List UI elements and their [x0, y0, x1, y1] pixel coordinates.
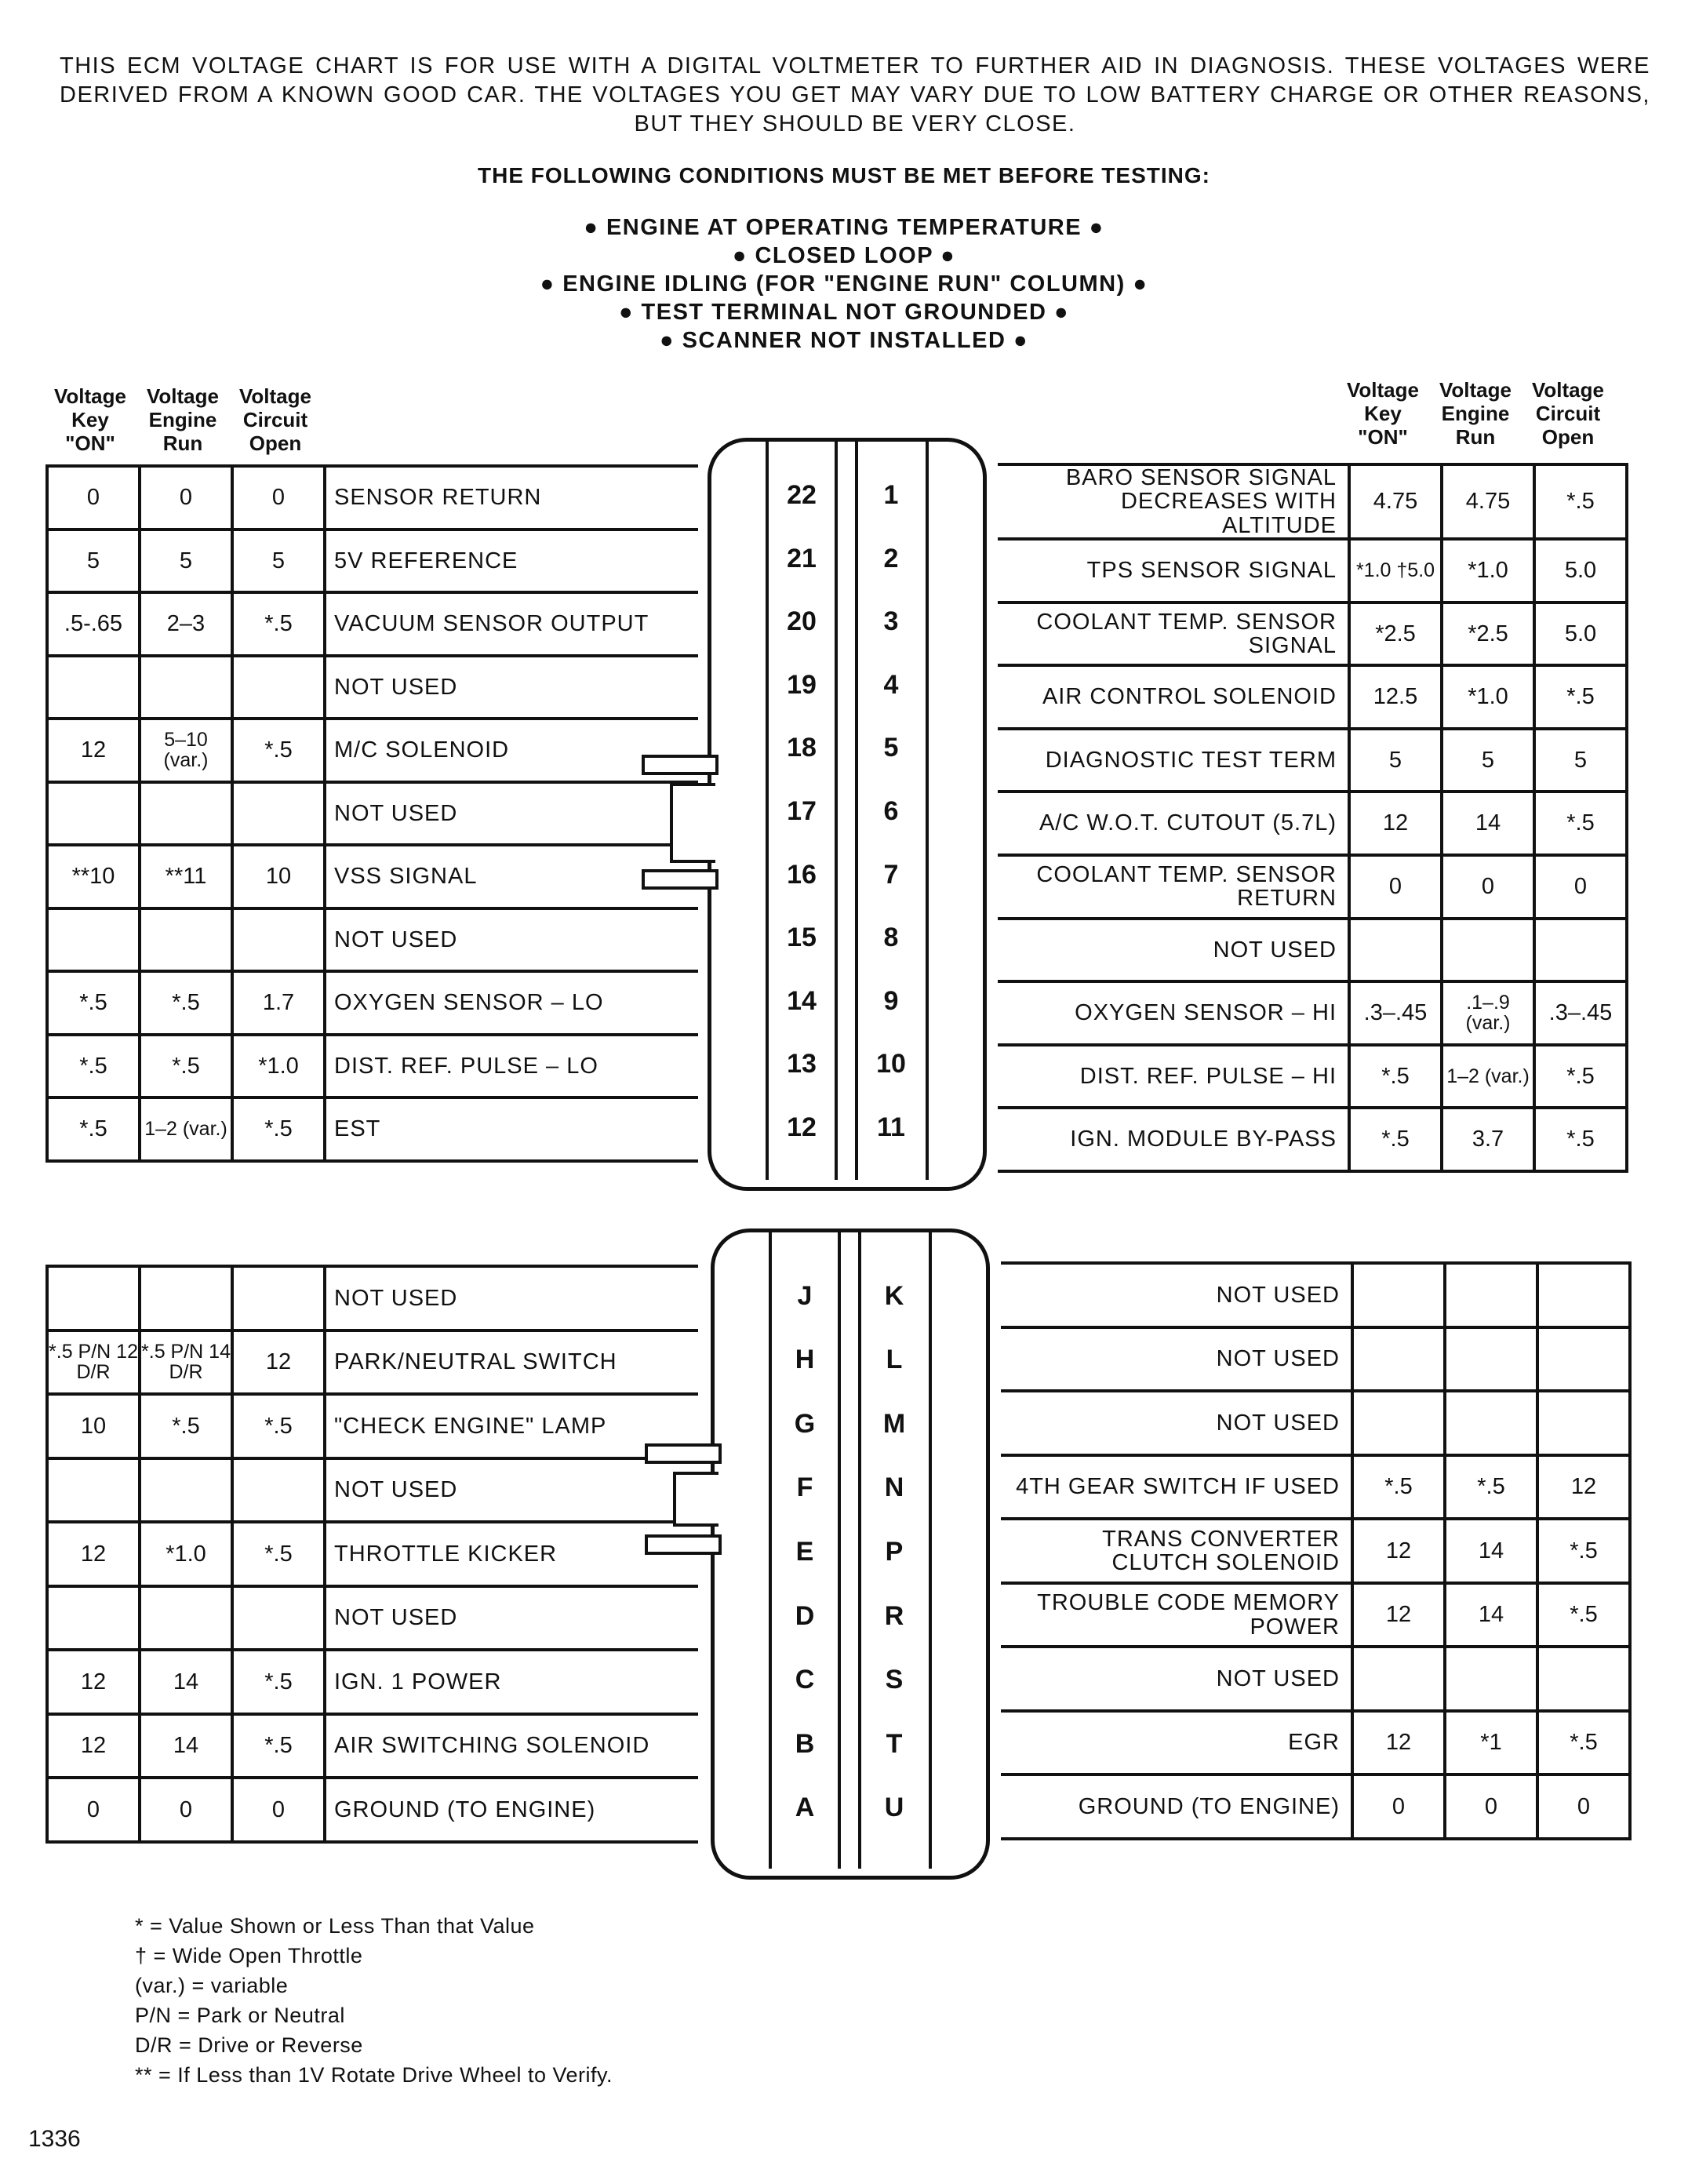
voltage-key-cell: *.5	[1352, 1455, 1445, 1520]
voltage-key-cell	[1352, 1263, 1445, 1327]
circuit-label: DIST. REF. PULSE – LO	[325, 1035, 698, 1098]
voltage-key-cell	[47, 782, 140, 846]
voltage-run-cell: 0	[1442, 855, 1534, 919]
voltage-run-cell: .1–.9 (var.)	[1442, 981, 1534, 1045]
legend-item: D/R = Drive or Reverse	[135, 2033, 363, 2057]
voltage-run-cell	[1445, 1391, 1537, 1455]
voltage-run-cell	[1445, 1647, 1537, 1711]
voltage-open-cell: *.5	[1537, 1519, 1630, 1583]
pin-label: 1	[883, 480, 899, 511]
top-right-voltage-table	[998, 463, 1628, 1173]
pin-label: T	[886, 1728, 903, 1759]
voltage-open-cell	[1537, 1647, 1630, 1711]
table-row	[998, 602, 1627, 666]
circuit-label: DIAGNOSTIC TEST TERM	[998, 729, 1349, 792]
pin-label: 4	[883, 669, 899, 700]
voltage-open-cell: 5.0	[1534, 539, 1627, 602]
voltage-key-cell: **10	[47, 845, 140, 908]
header-key-on: Voltage Key "ON"	[54, 384, 126, 455]
voltage-run-cell: 14	[140, 1714, 232, 1778]
voltage-run-cell: 0	[140, 1778, 232, 1842]
voltage-open-cell: 5	[1534, 729, 1627, 792]
table-row	[47, 908, 698, 972]
table-row	[47, 1394, 698, 1458]
pin-label: 7	[883, 859, 899, 890]
voltage-key-cell	[47, 1586, 140, 1651]
circuit-label: COOLANT TEMP. SENSOR RETURN	[998, 855, 1349, 919]
voltage-run-cell	[1442, 919, 1534, 982]
circuit-label: NOT USED	[325, 1586, 698, 1651]
voltage-open-cell	[232, 1458, 325, 1523]
voltage-open-cell: .3–.45	[1534, 981, 1627, 1045]
table-row	[998, 981, 1627, 1045]
circuit-label: NOT USED	[1001, 1647, 1352, 1711]
circuit-label: NOT USED	[325, 782, 698, 846]
circuit-label: NOT USED	[325, 908, 698, 972]
header-engine-run: Voltage Engine Run	[147, 384, 219, 455]
table-row	[47, 1266, 698, 1330]
table-row	[47, 782, 698, 846]
pin-label: 9	[883, 985, 899, 1016]
table-row	[47, 1097, 698, 1161]
voltage-key-cell: 12	[1349, 792, 1442, 855]
pin-label: G	[794, 1408, 816, 1439]
pin-label: 8	[883, 923, 899, 953]
table-row	[998, 1108, 1627, 1171]
pin-label: 20	[787, 606, 817, 637]
voltage-key-cell: 12	[47, 719, 140, 782]
conditions-title: THE FOLLOWING CONDITIONS MUST BE MET BEFORE TESTING:	[478, 163, 1210, 187]
voltage-key-cell: *1.0 †5.0	[1349, 539, 1442, 602]
voltage-run-cell	[140, 908, 232, 972]
bottom-right-voltage-table	[1001, 1261, 1632, 1840]
legend-item: * = Value Shown or Less Than that Value	[135, 1914, 535, 1938]
voltage-run-cell: *.5	[140, 1394, 232, 1458]
pin-label: 14	[787, 985, 817, 1016]
voltage-key-cell: 0	[47, 1778, 140, 1842]
voltage-key-cell: *.5 P/N 12 D/R	[47, 1330, 140, 1395]
pin-label: A	[795, 1793, 815, 1823]
voltage-key-cell: .5-.65	[47, 592, 140, 656]
pin-label: 17	[787, 796, 817, 826]
voltage-open-cell: 0	[1537, 1774, 1630, 1839]
voltage-open-cell	[232, 1586, 325, 1651]
voltage-open-cell: *.5	[232, 1650, 325, 1714]
voltage-key-cell: 5	[1349, 729, 1442, 792]
voltage-run-cell: 5–10 (var.)	[140, 719, 232, 782]
pin-label: 16	[787, 859, 817, 890]
pin-label: S	[885, 1665, 904, 1695]
pin-label: 12	[787, 1112, 817, 1142]
voltage-open-cell: 0	[1534, 855, 1627, 919]
bottom-left-voltage-table	[45, 1265, 698, 1844]
circuit-label: NOT USED	[998, 919, 1349, 982]
voltage-run-cell: 2–3	[140, 592, 232, 656]
voltage-open-cell: *.5	[232, 1097, 325, 1161]
table-row	[47, 592, 698, 656]
voltage-open-cell	[1537, 1391, 1630, 1455]
table-row	[1001, 1647, 1630, 1711]
voltage-key-cell	[47, 1266, 140, 1330]
voltage-open-cell: 10	[232, 845, 325, 908]
pin-label: 2	[883, 543, 899, 573]
voltage-run-cell	[140, 782, 232, 846]
circuit-label: EST	[325, 1097, 698, 1161]
pin-label: J	[797, 1280, 813, 1311]
table-row	[998, 539, 1627, 602]
voltage-run-cell: *2.5	[1442, 602, 1534, 666]
voltage-open-cell: 5.0	[1534, 602, 1627, 666]
voltage-run-cell	[140, 1586, 232, 1651]
table-row	[1001, 1774, 1630, 1839]
table-row	[998, 919, 1627, 982]
pin-label: 10	[876, 1049, 906, 1079]
table-row	[1001, 1519, 1630, 1583]
voltage-run-cell: 1–2 (var.)	[140, 1097, 232, 1161]
legend	[135, 1911, 613, 2090]
voltage-key-cell: *.5	[1349, 1045, 1442, 1108]
voltage-key-cell: .3–.45	[1349, 981, 1442, 1045]
table-row	[998, 665, 1627, 729]
circuit-label: VACUUM SENSOR OUTPUT	[325, 592, 698, 656]
voltage-open-cell: 12	[232, 1330, 325, 1395]
voltage-run-cell: *.5 P/N 14 D/R	[140, 1330, 232, 1395]
bottom-connector	[711, 1228, 990, 1880]
table-row	[47, 466, 698, 530]
voltage-open-cell: *.5	[1534, 665, 1627, 729]
circuit-label: BARO SENSOR SIGNAL DECREASES WITH ALTITUDE	[998, 464, 1349, 539]
condition-item: ● SCANNER NOT INSTALLED ●	[0, 326, 1688, 355]
table-row	[998, 855, 1627, 919]
table-row	[1001, 1711, 1630, 1775]
table-row	[1001, 1583, 1630, 1647]
voltage-key-cell	[1352, 1391, 1445, 1455]
intro-paragraph: THIS ECM VOLTAGE CHART IS FOR USE WITH A DIGITAL VOLTMETER TO FURTHER AID IN DIAGNOSIS. THESE VOLTAGES WERE DERIVED FROM A KNOWN GOOD CAR. THE VOLTAGES YOU GET MAY VARY DUE TO LOW BATTERY CHARGE OR OTHER REASONS, BUT THEY SHOULD BE VERY CLOSE.	[60, 53, 1650, 136]
circuit-label: NOT USED	[325, 656, 698, 719]
table-row	[47, 719, 698, 782]
voltage-open-cell: *.5	[232, 1522, 325, 1586]
voltage-key-cell: *2.5	[1349, 602, 1442, 666]
table-row	[47, 656, 698, 719]
voltage-open-cell: *.5	[1537, 1711, 1630, 1775]
voltage-run-cell: 1–2 (var.)	[1442, 1045, 1534, 1108]
pin-label: H	[795, 1345, 815, 1375]
voltage-run-cell	[140, 1458, 232, 1523]
table-row	[47, 1458, 698, 1523]
voltage-key-cell: 12	[47, 1522, 140, 1586]
table-row	[998, 729, 1627, 792]
legend-item: † = Wide Open Throttle	[135, 1944, 363, 1967]
circuit-label: 4TH GEAR SWITCH IF USED	[1001, 1455, 1352, 1520]
header-key-on: Voltage Key "ON"	[1347, 378, 1419, 449]
voltage-open-cell: 12	[1537, 1455, 1630, 1520]
voltage-open-cell	[1537, 1263, 1630, 1327]
circuit-label: COOLANT TEMP. SENSOR SIGNAL	[998, 602, 1349, 666]
voltage-open-cell: *.5	[232, 1714, 325, 1778]
circuit-label: OXYGEN SENSOR – LO	[325, 971, 698, 1035]
pin-label: B	[795, 1728, 815, 1759]
pin-label: 11	[877, 1112, 905, 1142]
voltage-key-cell: 10	[47, 1394, 140, 1458]
voltage-open-cell: *.5	[1537, 1583, 1630, 1647]
pin-label: M	[882, 1408, 906, 1439]
table-row	[998, 464, 1627, 539]
voltage-run-cell: 0	[1445, 1774, 1537, 1839]
voltage-run-cell: *1.0	[1442, 539, 1534, 602]
voltage-open-cell: 0	[232, 1778, 325, 1842]
circuit-label: SENSOR RETURN	[325, 466, 698, 530]
pin-label: 5	[883, 733, 899, 763]
voltage-open-cell	[1537, 1327, 1630, 1392]
legend-item: P/N = Park or Neutral	[135, 2004, 345, 2027]
voltage-run-cell	[140, 1266, 232, 1330]
condition-item: ● ENGINE AT OPERATING TEMPERATURE ●	[0, 213, 1688, 242]
circuit-label: GROUND (TO ENGINE)	[1001, 1774, 1352, 1839]
voltage-key-cell: 0	[1349, 855, 1442, 919]
table-row	[47, 1330, 698, 1395]
voltage-open-cell: *.5	[232, 1394, 325, 1458]
voltage-run-cell: 0	[140, 466, 232, 530]
voltage-open-cell	[1534, 919, 1627, 982]
voltage-key-cell	[1352, 1327, 1445, 1392]
table-row	[47, 971, 698, 1035]
voltage-open-cell: 0	[232, 466, 325, 530]
voltage-run-cell	[1445, 1263, 1537, 1327]
pin-label: 18	[787, 733, 817, 763]
voltage-run-cell: *.5	[1445, 1455, 1537, 1520]
legend-item: ** = If Less than 1V Rotate Drive Wheel to Verify.	[135, 2063, 613, 2087]
circuit-label: NOT USED	[1001, 1391, 1352, 1455]
voltage-open-cell: *1.0	[232, 1035, 325, 1098]
voltage-run-cell: *1.0	[1442, 665, 1534, 729]
voltage-key-cell: 12	[1352, 1583, 1445, 1647]
condition-item: ● ENGINE IDLING (FOR "ENGINE RUN" COLUMN) ●	[0, 270, 1688, 298]
voltage-key-cell: *.5	[47, 1097, 140, 1161]
voltage-key-cell	[47, 908, 140, 972]
voltage-open-cell: *.5	[232, 719, 325, 782]
circuit-label: NOT USED	[325, 1266, 698, 1330]
voltage-run-cell: **11	[140, 845, 232, 908]
voltage-run-cell	[140, 656, 232, 719]
voltage-key-cell: 0	[1352, 1774, 1445, 1839]
circuit-label: DIST. REF. PULSE – HI	[998, 1045, 1349, 1108]
voltage-open-cell: 5	[232, 530, 325, 593]
table-row	[1001, 1263, 1630, 1327]
voltage-run-cell: *.5	[140, 1035, 232, 1098]
circuit-label: "CHECK ENGINE" LAMP	[325, 1394, 698, 1458]
voltage-key-cell: 0	[47, 466, 140, 530]
voltage-run-cell: *.5	[140, 971, 232, 1035]
voltage-key-cell	[47, 656, 140, 719]
circuit-label: GROUND (TO ENGINE)	[325, 1778, 698, 1842]
pin-label: U	[884, 1793, 904, 1823]
circuit-label: TPS SENSOR SIGNAL	[998, 539, 1349, 602]
voltage-run-cell: 5	[140, 530, 232, 593]
voltage-open-cell: 1.7	[232, 971, 325, 1035]
header-circuit-open: Voltage Circuit Open	[239, 384, 311, 455]
pin-label: R	[884, 1600, 904, 1631]
voltage-run-cell: 3.7	[1442, 1108, 1534, 1171]
table-row	[998, 1045, 1627, 1108]
voltage-run-cell: *1.0	[140, 1522, 232, 1586]
voltage-open-cell: *.5	[1534, 792, 1627, 855]
pin-label: 3	[883, 606, 899, 637]
circuit-label: OXYGEN SENSOR – HI	[998, 981, 1349, 1045]
top-connector	[708, 438, 987, 1191]
pin-label: K	[884, 1280, 904, 1311]
table-row	[47, 1586, 698, 1651]
pin-label: N	[884, 1472, 904, 1503]
voltage-open-cell	[232, 782, 325, 846]
circuit-label: PARK/NEUTRAL SWITCH	[325, 1330, 698, 1395]
table-row	[1001, 1327, 1630, 1392]
voltage-key-cell: 12	[47, 1650, 140, 1714]
circuit-label: VSS SIGNAL	[325, 845, 698, 908]
legend-item: (var.) = variable	[135, 1974, 289, 1997]
pin-label: F	[796, 1472, 813, 1503]
voltage-open-cell	[232, 1266, 325, 1330]
pin-label: 21	[787, 543, 817, 573]
voltage-key-cell: 12	[1352, 1711, 1445, 1775]
voltage-run-cell: 14	[1445, 1583, 1537, 1647]
circuit-label: THROTTLE KICKER	[325, 1522, 698, 1586]
voltage-open-cell: *.5	[1534, 1045, 1627, 1108]
pin-label: P	[885, 1537, 904, 1567]
circuit-label: IGN. MODULE BY-PASS	[998, 1108, 1349, 1171]
voltage-run-cell: 14	[1445, 1519, 1537, 1583]
voltage-key-cell: 4.75	[1349, 464, 1442, 539]
voltage-open-cell: *.5	[1534, 464, 1627, 539]
table-row	[47, 530, 698, 593]
voltage-key-cell	[1352, 1647, 1445, 1711]
voltage-open-cell	[232, 908, 325, 972]
circuit-label: IGN. 1 POWER	[325, 1650, 698, 1714]
condition-item: ● CLOSED LOOP ●	[0, 242, 1688, 270]
circuit-label: EGR	[1001, 1711, 1352, 1775]
voltage-key-cell: 5	[47, 530, 140, 593]
voltage-key-cell: *.5	[1349, 1108, 1442, 1171]
table-row	[998, 792, 1627, 855]
voltage-run-cell: 5	[1442, 729, 1534, 792]
voltage-open-cell: *.5	[1534, 1108, 1627, 1171]
voltage-key-cell: 12.5	[1349, 665, 1442, 729]
table-row	[1001, 1391, 1630, 1455]
voltage-key-cell: 12	[1352, 1519, 1445, 1583]
header-engine-run: Voltage Engine Run	[1439, 378, 1512, 449]
pin-label: E	[795, 1537, 814, 1567]
pin-label: L	[886, 1345, 903, 1375]
table-row	[47, 1522, 698, 1586]
voltage-open-cell	[232, 656, 325, 719]
voltage-run-cell	[1445, 1327, 1537, 1392]
circuit-label: NOT USED	[325, 1458, 698, 1523]
voltage-run-cell: 4.75	[1442, 464, 1534, 539]
table-row	[47, 1778, 698, 1842]
conditions-list	[0, 213, 1688, 355]
table-row	[47, 845, 698, 908]
page-number: 1336	[28, 2126, 81, 2152]
voltage-run-cell: 14	[1442, 792, 1534, 855]
pin-label: 22	[787, 480, 817, 511]
pin-label: 6	[883, 796, 899, 826]
circuit-label: TROUBLE CODE MEMORY POWER	[1001, 1583, 1352, 1647]
condition-item: ● TEST TERMINAL NOT GROUNDED ●	[0, 298, 1688, 326]
voltage-key-cell	[47, 1458, 140, 1523]
voltage-key-cell: 12	[47, 1714, 140, 1778]
circuit-label: NOT USED	[1001, 1263, 1352, 1327]
top-left-voltage-table	[45, 464, 698, 1163]
table-row	[47, 1650, 698, 1714]
circuit-label: M/C SOLENOID	[325, 719, 698, 782]
circuit-label: A/C W.O.T. CUTOUT (5.7L)	[998, 792, 1349, 855]
pin-label: C	[795, 1665, 815, 1695]
voltage-run-cell: 14	[140, 1650, 232, 1714]
table-row	[47, 1035, 698, 1098]
table-row	[1001, 1455, 1630, 1520]
table-row	[47, 1714, 698, 1778]
circuit-label: AIR SWITCHING SOLENOID	[325, 1714, 698, 1778]
pin-label: D	[795, 1600, 815, 1631]
header-circuit-open: Voltage Circuit Open	[1532, 378, 1604, 449]
voltage-open-cell: *.5	[232, 592, 325, 656]
circuit-label: 5V REFERENCE	[325, 530, 698, 593]
voltage-key-cell: *.5	[47, 971, 140, 1035]
pin-label: 19	[787, 669, 817, 700]
voltage-key-cell	[1349, 919, 1442, 982]
voltage-key-cell: *.5	[47, 1035, 140, 1098]
voltage-run-cell: *1	[1445, 1711, 1537, 1775]
circuit-label: AIR CONTROL SOLENOID	[998, 665, 1349, 729]
pin-label: 15	[787, 923, 817, 953]
pin-label: 13	[787, 1049, 817, 1079]
circuit-label: TRANS CONVERTER CLUTCH SOLENOID	[1001, 1519, 1352, 1583]
circuit-label: NOT USED	[1001, 1327, 1352, 1392]
